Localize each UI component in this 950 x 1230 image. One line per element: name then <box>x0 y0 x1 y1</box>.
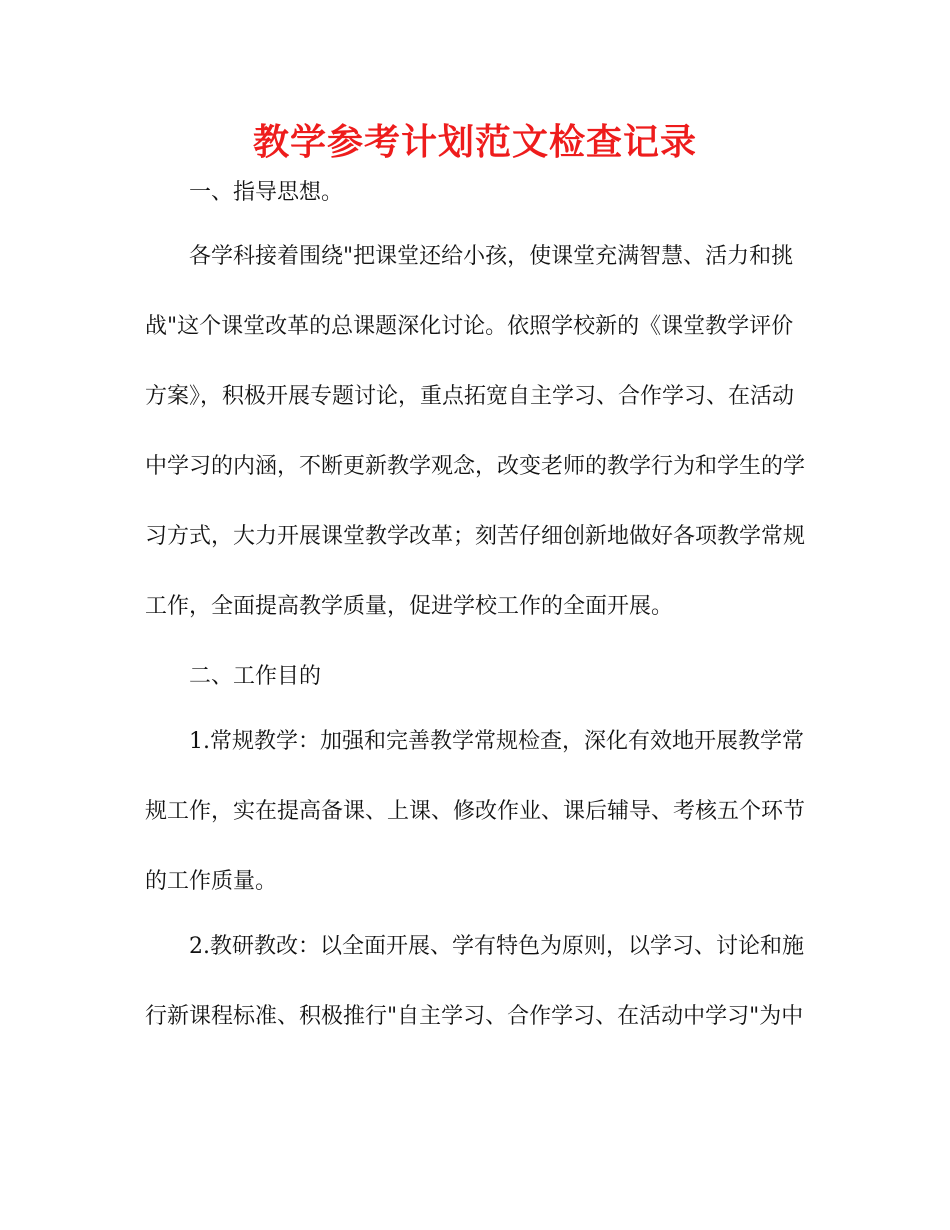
paragraph-line: 2.教研教改：以全面开展、学有特色为原则，以学习、讨论和施 <box>189 934 804 959</box>
section-heading-guiding-ideology: 一、指导思想。 <box>189 180 344 205</box>
paragraph-line: 规工作，实在提高备课、上课、修改作业、课后辅导、考核五个环节 <box>145 799 806 824</box>
paragraph-line: 中学习的内涵，不断更新教学观念，改变老师的教学行为和学生的学 <box>145 454 806 479</box>
section-heading-work-goals: 二、工作目的 <box>189 664 322 689</box>
paragraph-line: 行新课程标准、积极推行"自主学习、合作学习、在活动中学习"为中 <box>145 1004 804 1029</box>
paragraph-line: 的工作质量。 <box>145 869 278 894</box>
paragraph-line: 习方式，大力开展课堂教学改革；刻苦仔细创新地做好各项教学常规 <box>145 524 806 549</box>
paragraph-line: 方案》，积极开展专题讨论，重点拓宽自主学习、合作学习、在活动 <box>145 384 795 409</box>
paragraph-line: 各学科接着围绕"把课堂还给小孩，使课堂充满智慧、活力和挑 <box>189 244 794 269</box>
paragraph-line: 工作，全面提高教学质量，促进学校工作的全面开展。 <box>145 594 674 619</box>
document-title: 教学参考计划范文检查记录 <box>252 122 697 163</box>
paragraph-line: 战"这个课堂改革的总课题深化讨论。依照学校新的《课堂教学评价 <box>145 314 794 339</box>
paragraph-line: 1.常规教学：加强和完善教学常规检查，深化有效地开展教学常 <box>189 729 804 754</box>
